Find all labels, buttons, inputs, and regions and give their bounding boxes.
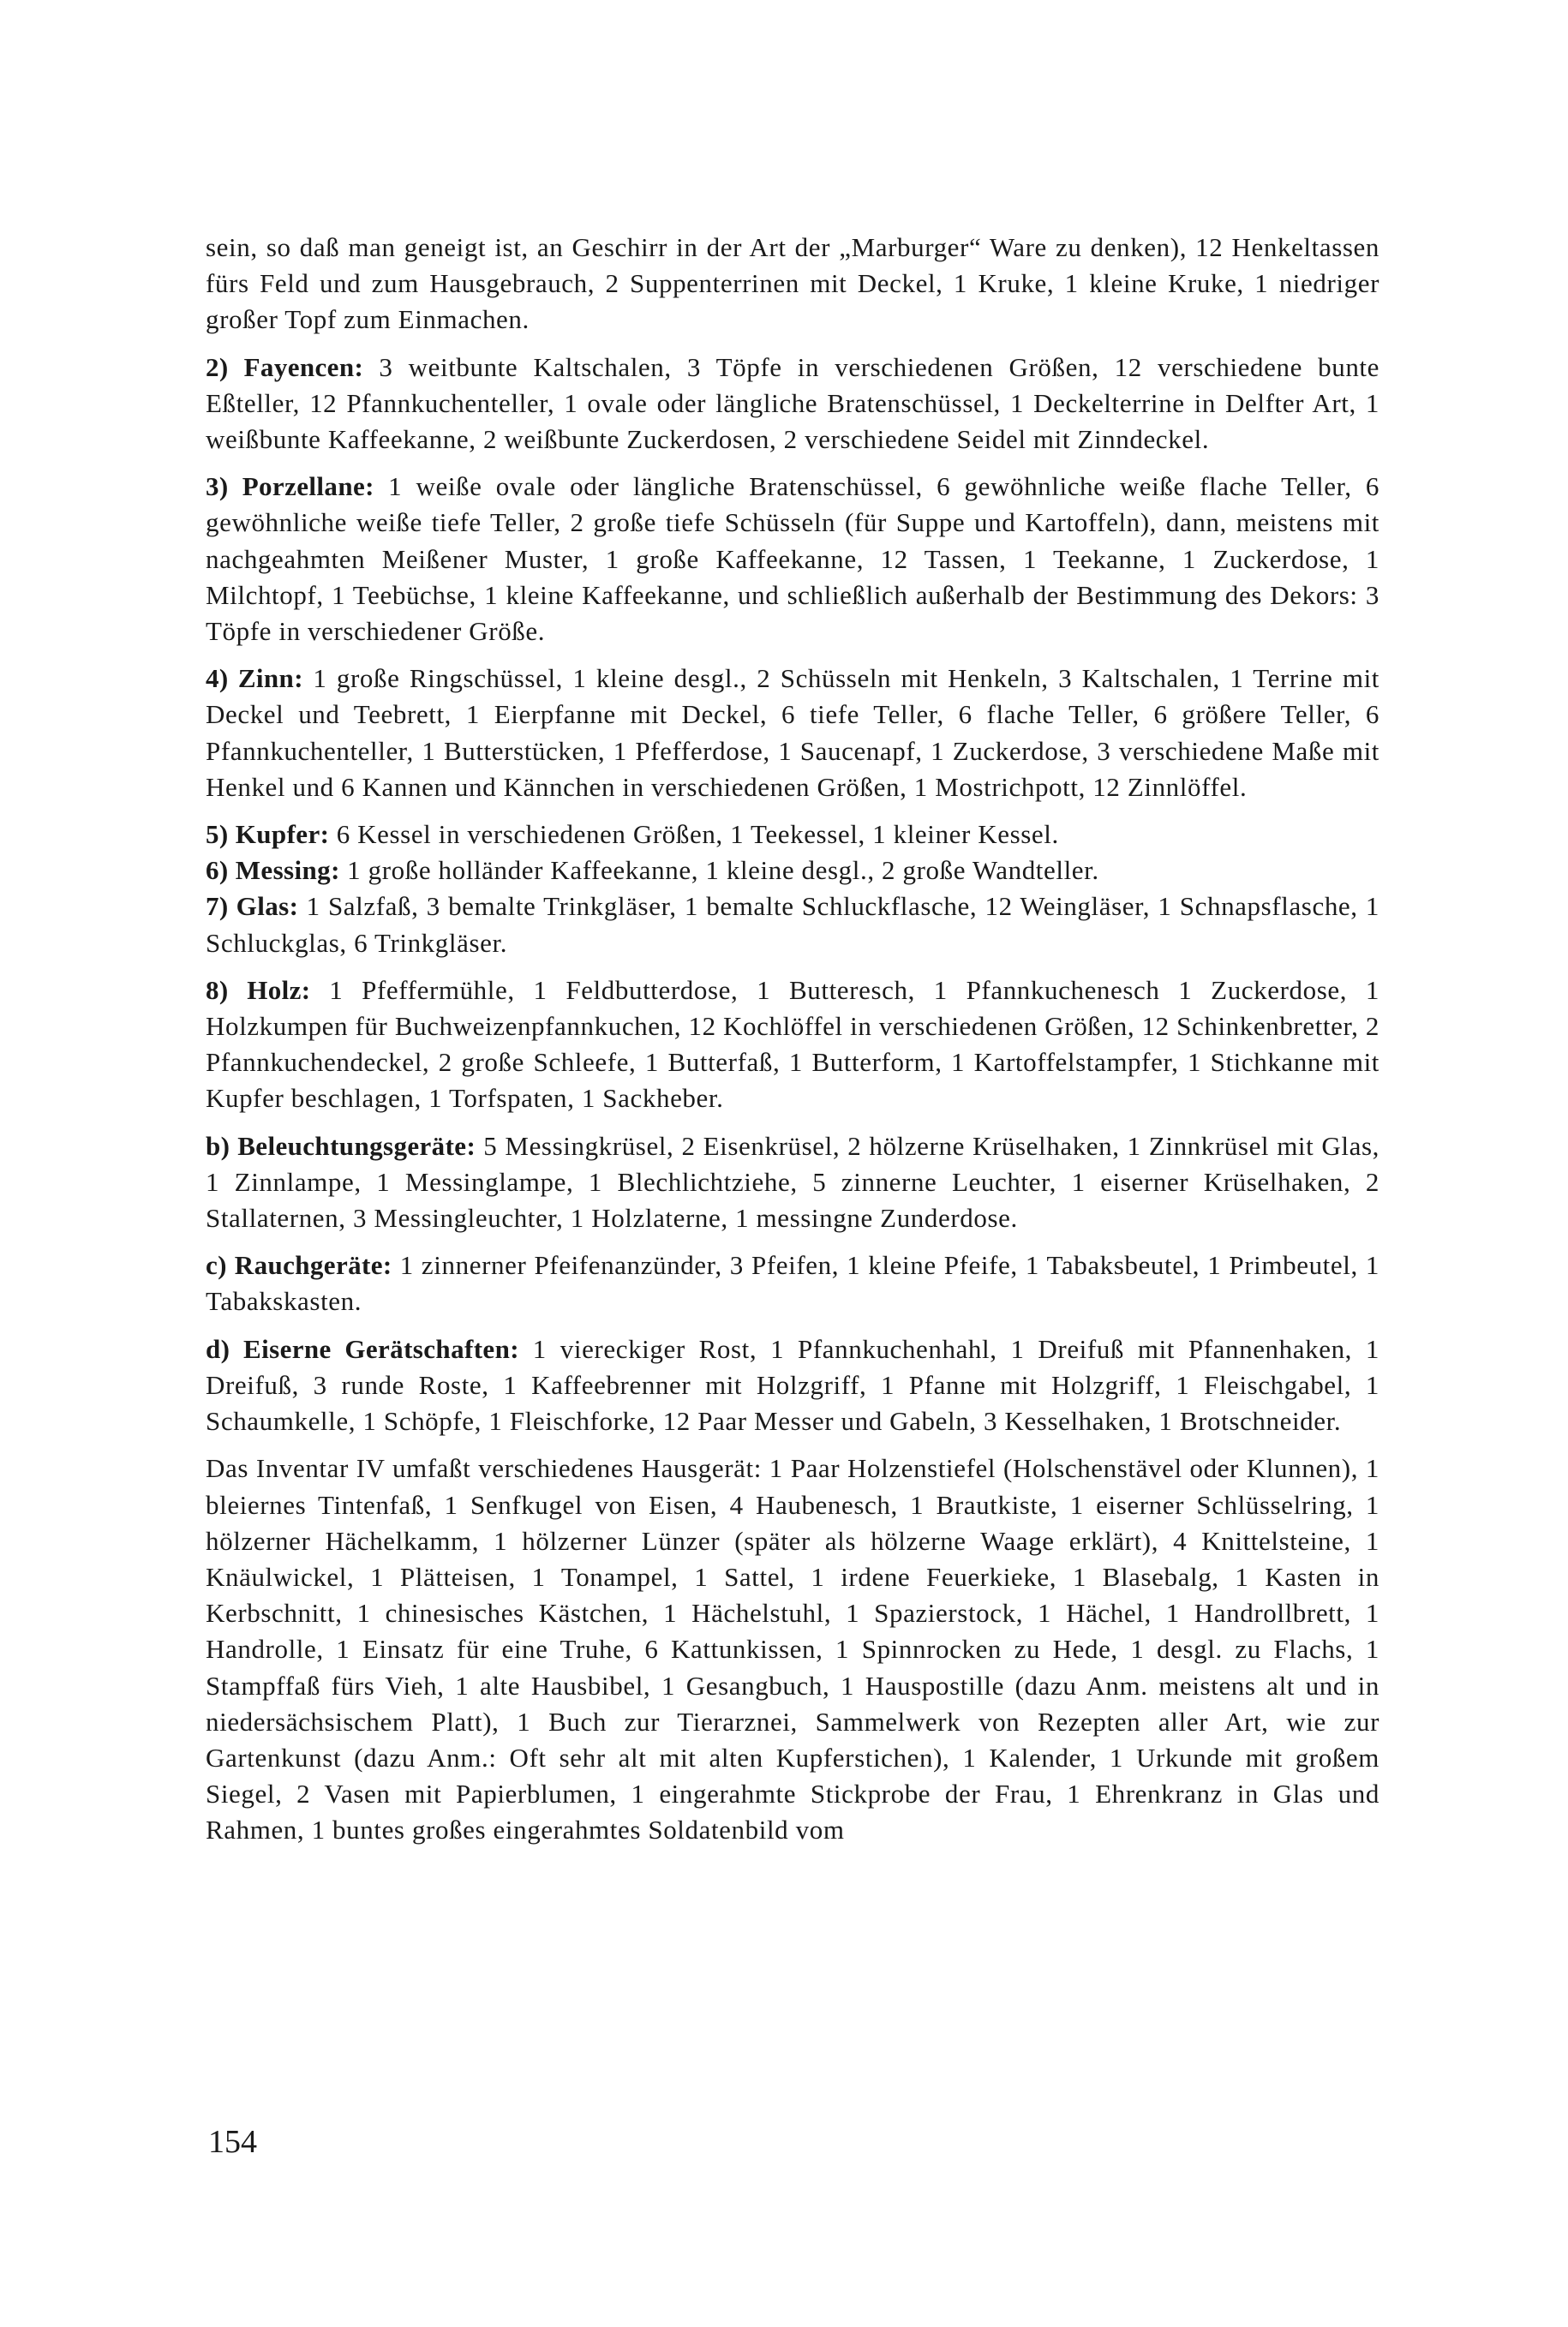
- paragraph-text: 3 weitbunte Kaltschalen, 3 Töpfe in verschiedenen Größen, 12 verschiedene bunte Eßteller, 12 Pfannkuchenteller, 1 ovale oder längliche Bratenschüssel, 1 Deckelterrine in Delfter Art, 1 weißbunte Kaffeekanne, 2 weißbunte Zuckerdosen, 2 verschiedene Seidel mit Zinndeckel.: [206, 351, 1379, 455]
- paragraph-messing: [206, 852, 1379, 888]
- paragraph-eiserne-geraetschaften: [206, 1331, 1379, 1440]
- paragraph-text: 1 viereckiger Rost, 1 Pfannkuchenhahl, 1 Dreifuß mit Pfannenhaken, 1 Dreifuß, 3 runde Roste, 1 Kaffeebrenner mit Holzgriff, 1 Pfanne mit Holzgriff, 1 Fleischgabel, 1 Schaumkelle, 1 Schöpfe, 1 Fleischforke, 12 Paar Messer und Gabeln, 3 Kesselhaken, 1 Brotschneider.: [206, 1333, 1379, 1437]
- section-label: b) Beleuchtungsgeräte:: [206, 1130, 476, 1161]
- paragraph-fayencen: [206, 350, 1379, 458]
- paragraph-inventar-iv: [206, 1451, 1379, 1848]
- paragraph-holz: [206, 972, 1379, 1117]
- section-label: 3) Porzellane:: [206, 471, 374, 502]
- paragraph-text: 1 Pfeffermühle, 1 Feldbutterdose, 1 Butteresch, 1 Pfannkuchenesch 1 Zuckerdose, 1 Holzkumpen für Buchweizenpfannkuchen, 12 Kochlöffel in verschiedenen Größen, 12 Schinkenbretter, 2 Pfannkuchendeckel, 2 große Schleefe, 1 Butterfaß, 1 Butterform, 1 Kartoffelstampfer, 1 Stichkanne mit Kupfer beschlagen, 1 Torfspaten, 1 Sackheber.: [206, 974, 1379, 1114]
- paragraph-text: 6 Kessel in verschiedenen Größen, 1 Teekessel, 1 kleiner Kessel.: [329, 819, 1059, 850]
- paragraph-text: 1 große Ringschüssel, 1 kleine desgl., 2 Schüsseln mit Henkeln, 3 Kaltschalen, 1 Terrine mit Deckel und Teebrett, 1 Eierpfanne mit Deckel, 6 tiefe Teller, 6 flache Teller, 6 größere Teller, 6 Pfannkuchenteller, 1 Butterstücken, 1 Pfefferdose, 1 Saucenapf, 1 Zuckerdose, 3 verschiedene Maße mit Henkel und 6 Kannen und Kännchen in verschiedenen Größen, 1 Mostrichpott, 12 Zinnlöffel.: [206, 663, 1380, 802]
- paragraph-zinn: [206, 661, 1379, 805]
- paragraph-rauchgeraete: [206, 1247, 1379, 1319]
- page-number: 154: [208, 2124, 257, 2160]
- section-label: 5) Kupfer:: [206, 819, 330, 850]
- paragraph-continuation: [206, 230, 1379, 338]
- paragraph-porzellane: [206, 469, 1379, 649]
- paragraph-text: 1 zinnerner Pfeifenanzünder, 3 Pfeifen, 1 kleine Pfeife, 1 Tabaksbeutel, 1 Primbeutel, 1 Tabakskasten.: [206, 1250, 1380, 1317]
- section-label: c) Rauchgeräte:: [206, 1250, 392, 1281]
- paragraph-text: 1 Salzfaß, 3 bemalte Trinkgläser, 1 bemalte Schluckflasche, 12 Weingläser, 1 Schnapsflasche, 1 Schluckglas, 6 Trinkgläser.: [206, 891, 1379, 958]
- paragraph-text: 1 weiße ovale oder längliche Bratenschüssel, 6 gewöhnliche weiße flache Teller, 6 gewöhnliche weiße tiefe Teller, 2 große tiefe Schüsseln (für Suppe und Kartoffeln), dann, meistens mit nachgeahmten Meißener Muster, 1 große Kaffeekanne, 12 Tassen, 1 Teekanne, 1 Zuckerdose, 1 Milchtopf, 1 Teebüchse, 1 kleine Kaffeekanne, und schließlich außerhalb der Bestimmung des Dekors: 3 Töpfe in verschiedener Größe.: [206, 471, 1379, 647]
- body-text: [206, 230, 1379, 1860]
- paragraph-text: 5 Messingkrüsel, 2 Eisenkrüsel, 2 hölzerne Krüselhaken, 1 Zinnkrüsel mit Glas, 1 Zinnlampe, 1 Messinglampe, 1 Blechlichtziehe, 5 zinnerne Leuchter, 1 eiserner Krüselhaken, 2 Stallaternen, 3 Messingleuchter, 1 Holzlaterne, 1 messingne Zunderdose.: [206, 1130, 1379, 1234]
- paragraph-beleuchtung: [206, 1128, 1379, 1237]
- section-label: 7) Glas:: [206, 891, 299, 922]
- section-label: 8) Holz:: [206, 974, 311, 1005]
- section-label: 4) Zinn:: [206, 663, 303, 694]
- section-label: 2) Fayencen:: [206, 351, 364, 382]
- paragraph-text: 1 große holländer Kaffeekanne, 1 kleine desgl., 2 große Wandteller.: [339, 855, 1099, 886]
- paragraph-glas: [206, 888, 1379, 960]
- paragraph-text: Das Inventar IV umfaßt verschiedenes Hausgerät: 1 Paar Holzenstiefel (Holschenstävel oder Klunnen), 1 bleiernes Tintenfaß, 1 Senfkugel von Eisen, 4 Haubenesch, 1 Brautkiste, 1 eiserner Schlüsselring, 1 hölzerner Hächelkamm, 1 hölzerner Lünzer (später als hölzerne Waage erklärt), 4 Knittelsteine, 1 Knäulwickel, 1 Plätteisen, 1 Tonampel, 1 Sattel, 1 irdene Feuerkieke, 1 Blasebalg, 1 Kasten in Kerbschnitt, 1 chinesisches Kästchen, 1 Hächelstuhl, 1 Spazierstock, 1 Hächel, 1 Handrollbrett, 1 Handrolle, 1 Einsatz für eine Truhe, 6 Kattunkissen, 1 Spinnrocken zu Hede, 1 desgl. zu Flachs, 1 Stampffaß fürs Vieh, 1 alte Hausbibel, 1 Gesangbuch, 1 Hauspostille (dazu Anm. meistens alt und in niedersächsischem Platt), 1 Buch zur Tierarznei, Sammelwerk von Rezepten aller Art, wie zur Gartenkunst (dazu Anm.: Oft sehr alt mit alten Kupferstichen), 1 Kalender, 1 Urkunde mit großem Siegel, 2 Vasen mit Papierblumen, 1 eingerahmte Stickprobe der Frau, 1 Ehrenkranz in Glas und Rahmen, 1 buntes großes eingerahmtes Soldatenbild vom: [206, 1453, 1379, 1845]
- paragraph-kupfer: [206, 817, 1379, 852]
- paragraph-text: sein, so daß man geneigt ist, an Geschirr in der Art der „Marburger“ Ware zu denken), 12 Henkeltassen fürs Feld und zum Hausgebrauch, 2 Suppenterrinen mit Deckel, 1 Kruke, 1 kleine Kruke, 1 niedriger großer Topf zum Einmachen.: [206, 232, 1379, 335]
- section-label: d) Eiserne Gerätschaften:: [206, 1333, 519, 1364]
- section-label: 6) Messing:: [206, 855, 340, 886]
